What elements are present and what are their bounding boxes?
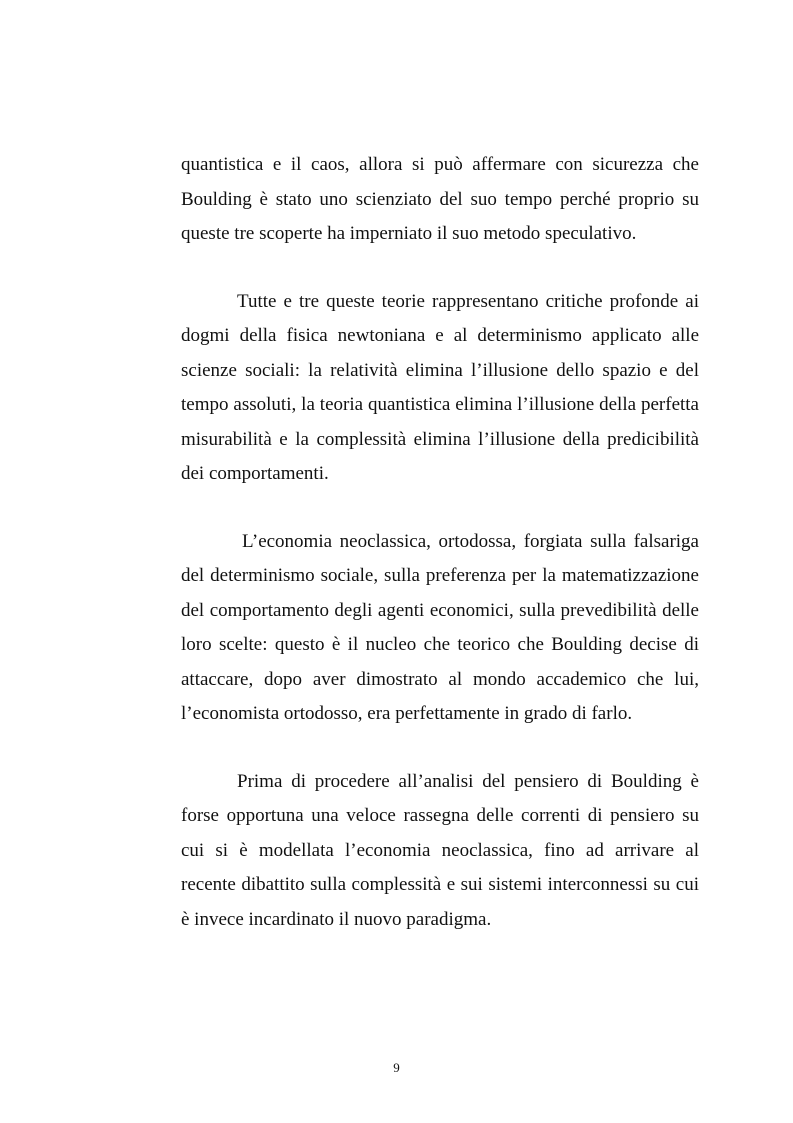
- paragraph-review: Prima di procedere all’analisi del pensiero di Boulding è forse opportuna una veloce rassegna delle correnti di pensiero su cui si è modellata l’economia neoclassica, fino ad arrivare al recente dibattito sulla complessità e sui sistemi interconnessi su cui è invece incardinato il nuovo paradigma.: [181, 770, 699, 930]
- paragraph-neoclassical-economy: L’economia neoclassica, ortodossa, forgiata sulla falsariga del determinismo sociale, sulla preferenza per la matematizzazione del comportamento degli agenti economici, sulla prevedibilità delle loro scelte: questo è il nucleo che teorico che Boulding decise di attaccare, dopo aver dimostrato al mondo accademico che lui, l’economista ortodosso, era perfettamente in grado di farlo.: [181, 530, 699, 724]
- page-number: 9: [393, 1060, 400, 1075]
- paragraph-theories: Tutte e tre queste teorie rappresentano critiche profonde ai dogmi della fisica newtoniana e al determinismo applicato alle scienze sociali: la relatività elimina l’illusione dello spazio e del tempo assoluti, la teoria quantistica elimina l’illusione della perfetta misurabilità e la complessità elimina l’illusione della predicibilità dei comportamenti.: [181, 290, 699, 484]
- paragraph-continuation: quantistica e il caos, allora si può affermare con sicurezza che Boulding è stato uno scienziato del suo tempo perché proprio su queste tre scoperte ha imperniato il suo metodo speculativo.: [181, 154, 699, 244]
- body-text: [181, 148, 699, 970]
